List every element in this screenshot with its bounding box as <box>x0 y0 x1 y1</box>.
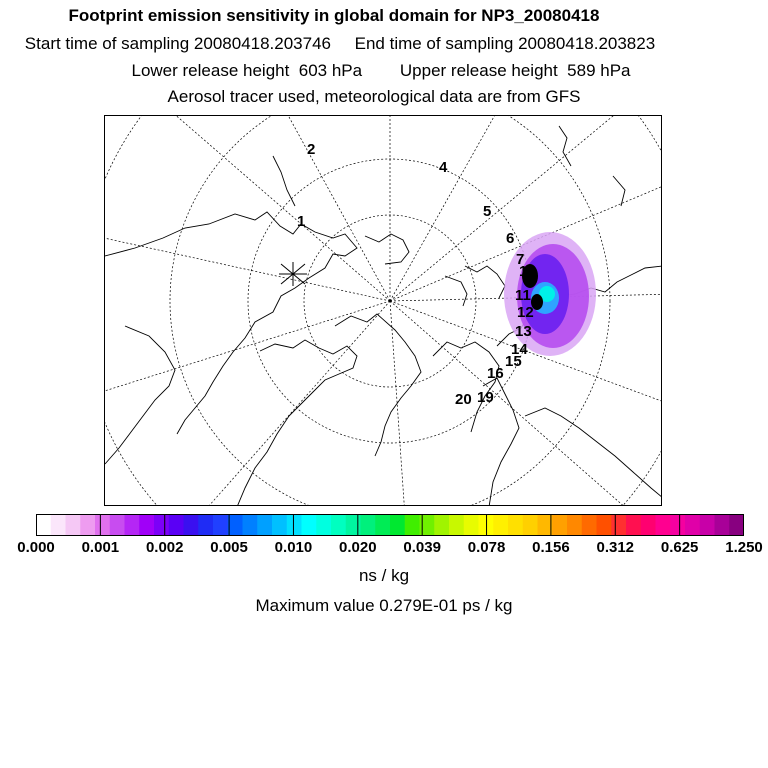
colorbar-cell <box>184 514 199 536</box>
colorbar-cell <box>302 514 317 536</box>
colorbar-cell <box>611 514 626 536</box>
trajectory-label: 14 <box>511 341 528 358</box>
colorbar-cell <box>198 514 213 536</box>
colorbar-cell <box>51 514 66 536</box>
colorbar-cell <box>626 514 641 536</box>
colorbar-cell <box>36 514 51 536</box>
sampling-time-line: Start time of sampling 20080418.203746 End time of sampling 20080418.203823 <box>24 34 656 53</box>
polar-map <box>104 115 662 506</box>
colorbar-cell <box>700 514 715 536</box>
colorbar-unit: ns / kg <box>358 566 410 585</box>
colorbar-tick-label: 0.312 <box>596 539 635 556</box>
trajectory-labels <box>297 141 536 408</box>
colorbar-cell <box>213 514 228 536</box>
colorbar-cell <box>316 514 331 536</box>
colorbar-cell <box>656 514 671 536</box>
tracer-info-line: Aerosol tracer used, meteorological data are from GFS <box>167 87 581 106</box>
trajectory-label: 15 <box>505 353 522 370</box>
colorbar-cell <box>110 514 125 536</box>
colorbar-cell <box>272 514 287 536</box>
colorbar-cell <box>670 514 685 536</box>
colorbar-tick-label: 0.156 <box>532 539 570 556</box>
trajectory-label: 4 <box>439 159 448 176</box>
colorbar-cell <box>66 514 81 536</box>
release-location-marker <box>279 262 307 286</box>
colorbar-cell <box>257 514 272 536</box>
colorbar-cell <box>508 514 523 536</box>
colorbar-cell <box>597 514 612 536</box>
colorbar-cell <box>154 514 169 536</box>
trajectory-label: 20 <box>455 391 472 408</box>
colorbar-cell <box>169 514 184 536</box>
colorbar-cell <box>287 514 302 536</box>
trajectory-label: 10 <box>519 263 536 280</box>
colorbar-tick-label: 0.010 <box>274 539 313 556</box>
colorbar-cell <box>434 514 449 536</box>
trajectory-label: 11 <box>515 287 531 304</box>
colorbar-cell <box>405 514 420 536</box>
colorbar <box>36 514 744 536</box>
colorbar-cell <box>449 514 464 536</box>
colorbar-tick-label: 0.625 <box>660 539 699 556</box>
colorbar-tick-label: 1.250 <box>725 539 763 556</box>
colorbar-tick-label: 0.005 <box>210 539 248 556</box>
colorbar-cell <box>552 514 567 536</box>
trajectory-label: 2 <box>307 141 316 158</box>
colorbar-cell <box>243 514 258 536</box>
colorbar-cell <box>729 514 744 536</box>
colorbar-cell <box>493 514 508 536</box>
maximum-value-text: Maximum value 0.279E-01 ps / kg <box>255 596 513 615</box>
colorbar-cell <box>139 514 154 536</box>
colorbar-tick-label: 0.001 <box>81 539 120 556</box>
colorbar-tick-label: 0.078 <box>467 539 506 556</box>
release-height-line: Lower release height 603 hPa Upper release height 589 hPa <box>131 61 631 80</box>
colorbar-cell <box>375 514 390 536</box>
colorbar-cell <box>80 514 95 536</box>
colorbar-cell <box>641 514 656 536</box>
colorbar-cell <box>567 514 582 536</box>
colorbar-cell <box>464 514 479 536</box>
trajectory-label: 1 <box>297 213 306 230</box>
trajectory-label: 12 <box>517 304 534 321</box>
colorbar-tick-label: 0.039 <box>403 539 441 556</box>
colorbar-cell <box>538 514 553 536</box>
colorbar-cell <box>95 514 110 536</box>
colorbar-cell <box>390 514 405 536</box>
trajectory-label: 5 <box>483 203 492 220</box>
colorbar-tick-label: 0.002 <box>145 539 184 556</box>
colorbar-cell <box>228 514 243 536</box>
colorbar-tick-label: 0.000 <box>17 539 55 556</box>
colorbar-cell <box>685 514 700 536</box>
colorbar-cell <box>125 514 140 536</box>
map-canvas <box>105 116 662 506</box>
trajectory-label: 6 <box>506 230 515 247</box>
trajectory-label: 16 <box>487 365 504 382</box>
trajectory-label: 7 <box>516 251 525 268</box>
colorbar-cell <box>582 514 597 536</box>
colorbar-cell <box>523 514 538 536</box>
trajectory-label: 13 <box>515 323 532 340</box>
colorbar-cell <box>331 514 346 536</box>
colorbar-cell <box>361 514 376 536</box>
trajectory-label: 19 <box>477 389 494 406</box>
colorbar-cell <box>715 514 730 536</box>
colorbar-cell <box>346 514 361 536</box>
colorbar-tick-label: 0.020 <box>339 539 377 556</box>
map-title: Footprint emission sensitivity in global domain for NP3_20080418 <box>68 6 600 25</box>
